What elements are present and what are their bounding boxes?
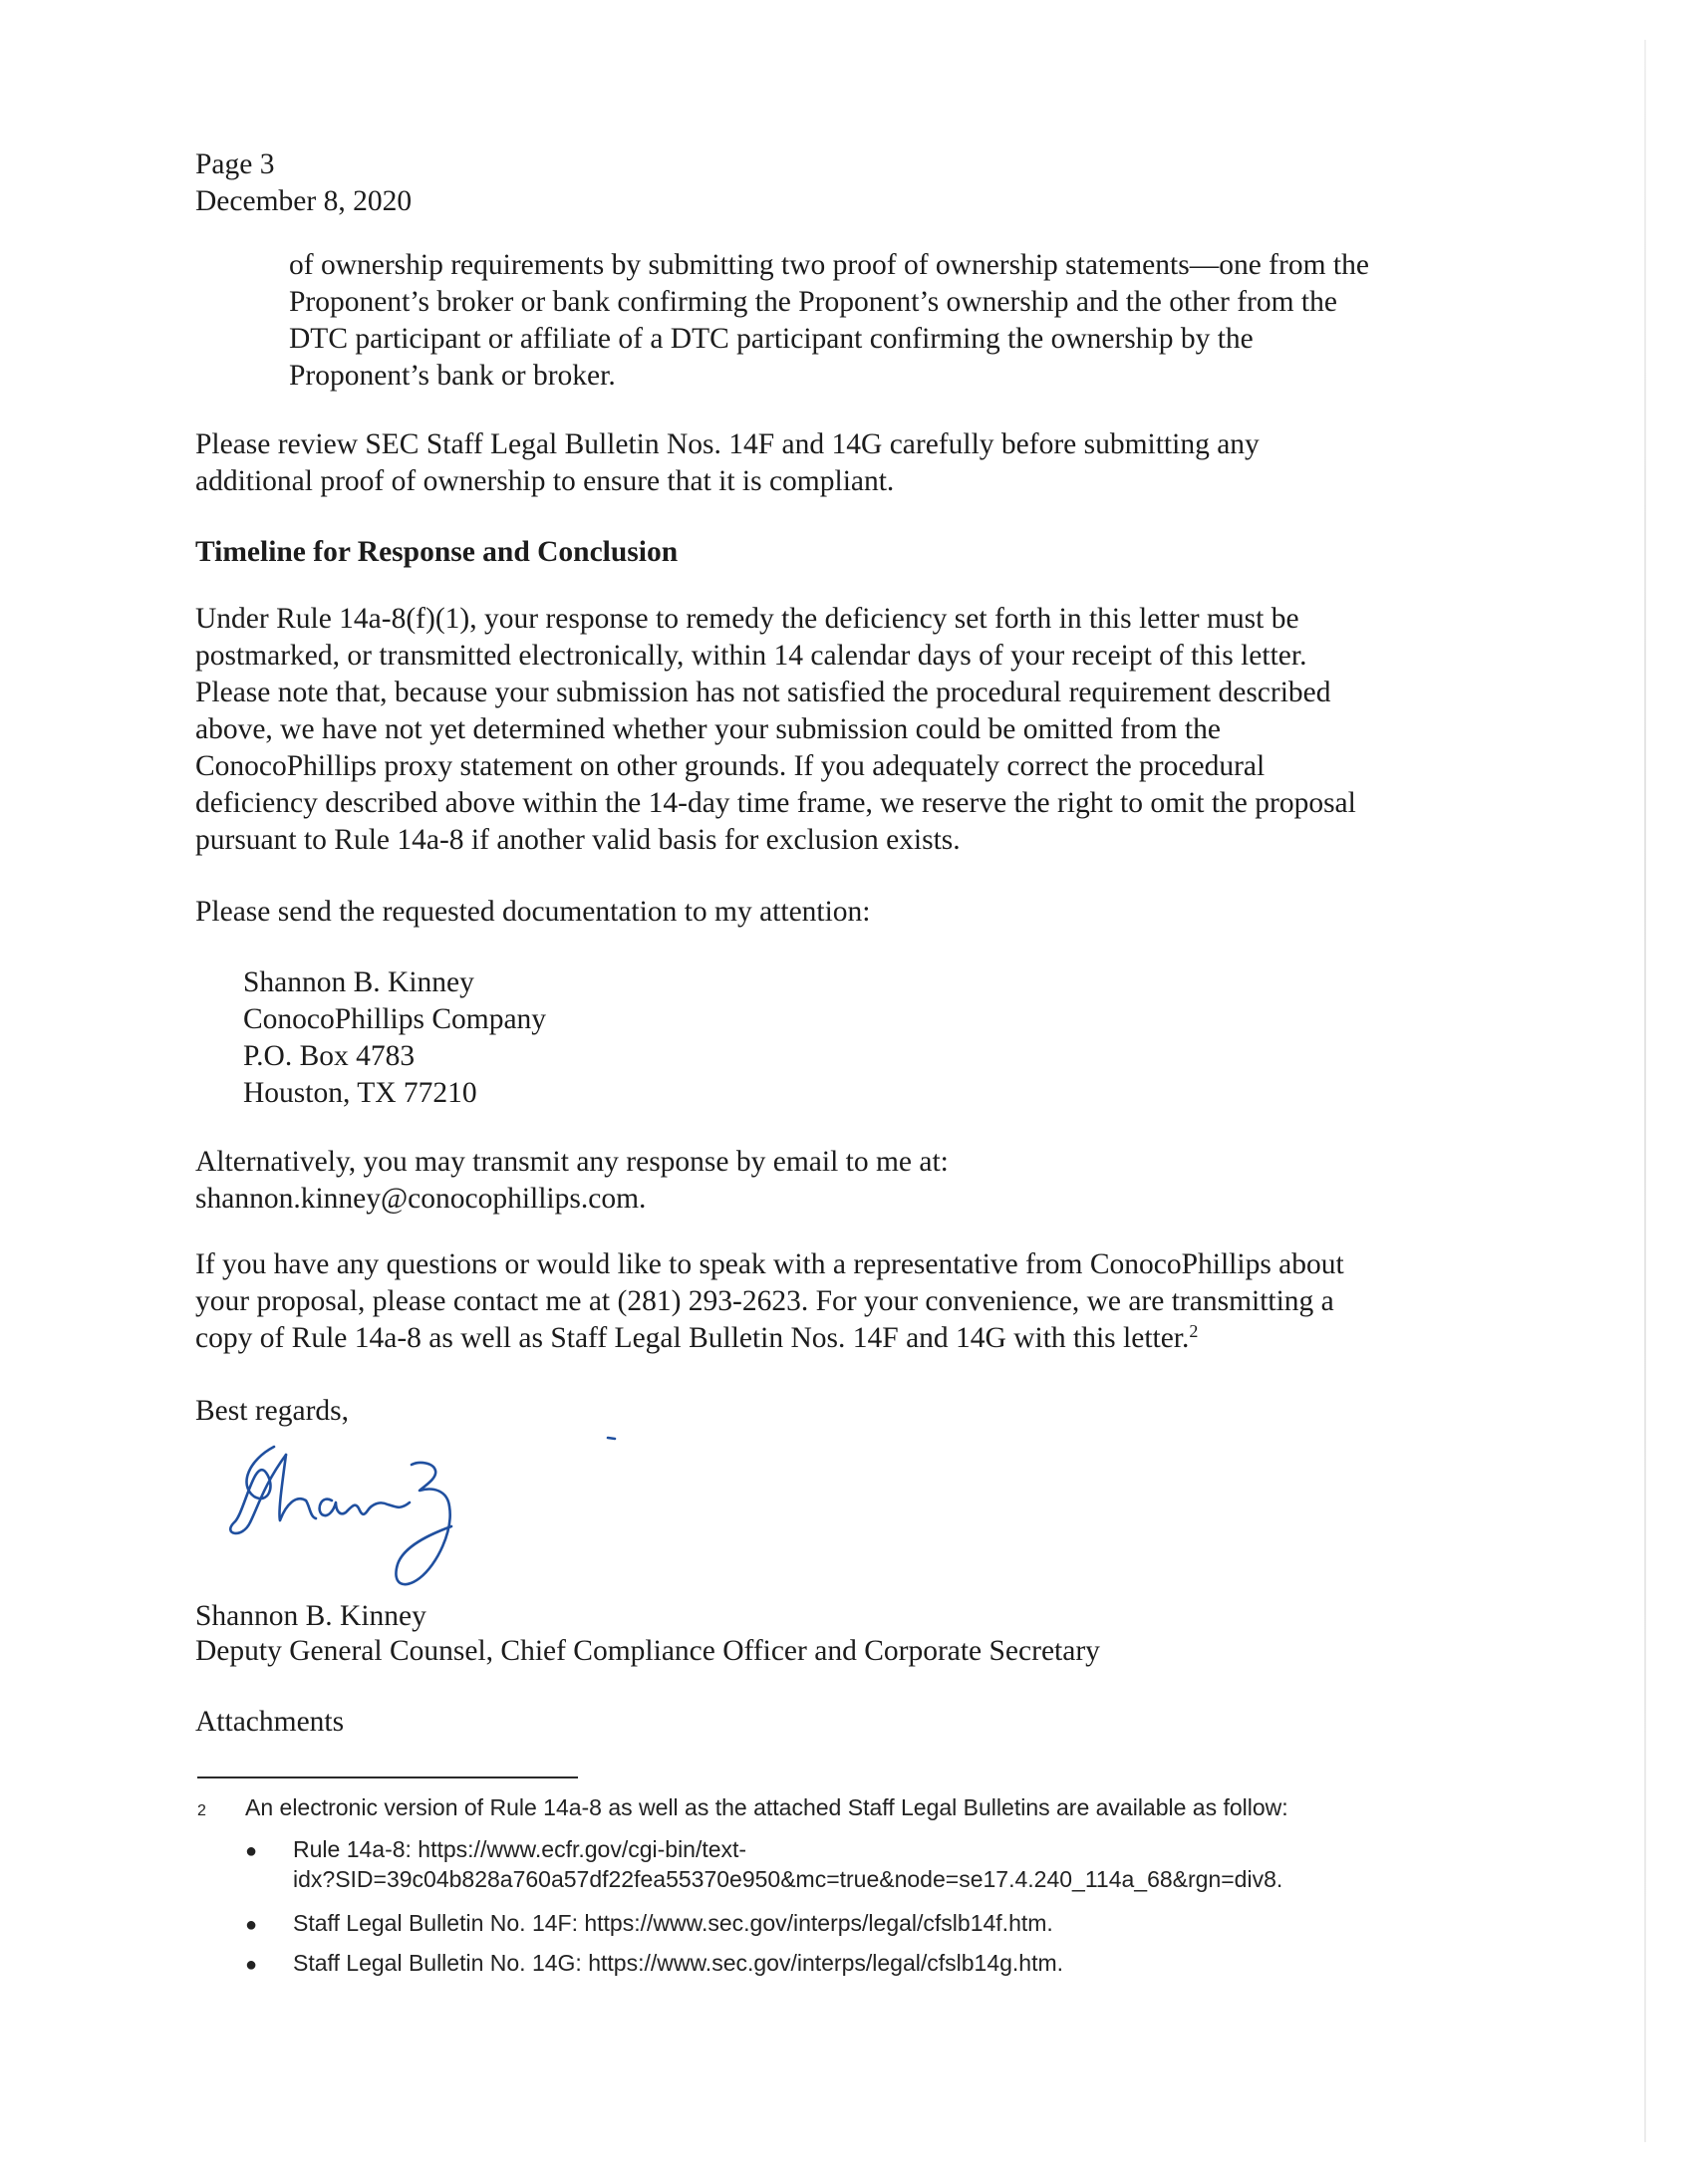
footnote-item-rule-line-2: idx?SID=39c04b828a760a57df22fea55370e950&mc=true&node=se17.4.240_114a_68&rgn=div8. xyxy=(293,1866,1283,1892)
footnote-intro: An electronic version of Rule 14a-8 as well as the attached Staff Legal Bulletins are available as follow: xyxy=(245,1794,1288,1820)
review-line-1: Please review SEC Staff Legal Bulletin Nos. 14F and 14G carefully before submitting any xyxy=(195,428,1260,460)
address-line-4: Houston, TX 77210 xyxy=(243,1077,477,1109)
footnote-item-14f: Staff Legal Bulletin No. 14F: https://www.sec.gov/interps/legal/cfslb14f.htm. xyxy=(293,1910,1053,1936)
footnote-divider xyxy=(197,1776,578,1778)
section-heading: Timeline for Response and Conclusion xyxy=(195,536,679,568)
email-line-1: Alternatively, you may transmit any response by email to me at: xyxy=(195,1146,949,1178)
address-line-2: ConocoPhillips Company xyxy=(243,1003,547,1035)
questions-line-3-text: copy of Rule 14a-8 as well as Staff Legal Bulletin Nos. 14F and 14G with this letter. xyxy=(195,1322,1190,1354)
timeline-line-4: above, we have not yet determined whether your submission could be omitted from the xyxy=(195,713,1221,745)
continuation-line-1: of ownership requirements by submitting two proof of ownership statements—one from the xyxy=(289,249,1369,281)
bullet-icon: ● xyxy=(245,1914,258,1936)
continuation-line-2: Proponent’s broker or bank confirming the Proponent’s ownership and the other from the xyxy=(289,286,1337,318)
continuation-line-3: DTC participant or affiliate of a DTC participant confirming the ownership by the xyxy=(289,323,1254,355)
scan-edge-line xyxy=(1644,40,1646,2142)
email-address: shannon.kinney@conocophillips.com. xyxy=(195,1183,647,1215)
signer-name: Shannon B. Kinney xyxy=(195,1600,426,1632)
signer-title: Deputy General Counsel, Chief Compliance Officer and Corporate Secretary xyxy=(195,1635,1100,1667)
footnote-reference: 2 xyxy=(1189,1321,1199,1341)
timeline-line-3: Please note that, because your submission has not satisfied the procedural requirement described xyxy=(195,677,1331,708)
continuation-line-4: Proponent’s bank or broker. xyxy=(289,360,616,392)
letter-date: December 8, 2020 xyxy=(195,185,413,217)
footnote-item-rule-line-1: Rule 14a-8: https://www.ecfr.gov/cgi-bin/text- xyxy=(293,1836,747,1862)
questions-line-1: If you have any questions or would like to speak with a representative from ConocoPhillips about xyxy=(195,1248,1344,1280)
send-request: Please send the requested documentation to my attention: xyxy=(195,896,871,928)
bullet-icon: ● xyxy=(245,1840,258,1862)
timeline-line-2: postmarked, or transmitted electronically, within 14 calendar days of your receipt of this letter. xyxy=(195,640,1307,672)
review-line-2: additional proof of ownership to ensure that it is compliant. xyxy=(195,465,895,497)
bullet-icon: ● xyxy=(245,1954,258,1976)
address-line-3: P.O. Box 4783 xyxy=(243,1040,416,1072)
address-line-1: Shannon B. Kinney xyxy=(243,966,474,998)
timeline-line-7: pursuant to Rule 14a-8 if another valid basis for exclusion exists. xyxy=(195,824,961,856)
closing: Best regards, xyxy=(195,1395,350,1427)
page-number: Page 3 xyxy=(195,148,275,180)
attachments-label: Attachments xyxy=(195,1706,345,1738)
footnote-item-14g: Staff Legal Bulletin No. 14G: https://www.sec.gov/interps/legal/cfslb14g.htm. xyxy=(293,1950,1064,1976)
timeline-line-1: Under Rule 14a-8(f)(1), your response to remedy the deficiency set forth in this letter must be xyxy=(195,603,1299,635)
timeline-line-5: ConocoPhillips proxy statement on other grounds. If you adequately correct the procedural xyxy=(195,750,1266,782)
questions-line-2: your proposal, please contact me at (281) 293-2623. For your convenience, we are transmitting a xyxy=(195,1285,1334,1317)
questions-line-3 xyxy=(195,1320,1491,1357)
footnote-number: 2 xyxy=(197,1802,206,1819)
timeline-line-6: deficiency described above within the 14-day time frame, we reserve the right to omit the proposal xyxy=(195,787,1356,819)
